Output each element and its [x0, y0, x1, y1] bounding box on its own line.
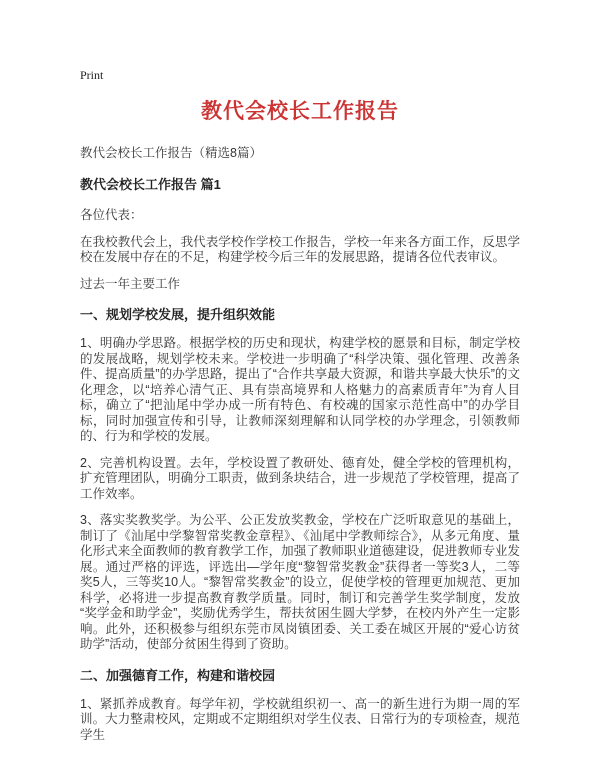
section-heading-2: 二、加强德育工作，构建和谐校园 — [80, 667, 276, 683]
paragraph-4: 1、紧抓养成教育。每学年初，学校就组织初一、高一的新生进行为期一周的军训。大力整肃校风，定期或不定期组织对学生仪表、日常行为的专项检查，规范学生 — [80, 696, 520, 742]
doc-subtitle: 教代会校长工作报告（精选8篇） — [80, 146, 262, 160]
paragraph-1: 1、明确办学思路。根据学校的历史和现状，构建学校的愿景和目标，制定学校的发展战略，规划学校未来。学校进一步明确了“科学决策、强化管理、改善条件、提高质量”的办学思路，提出了“合作共享最大资源，和谐共享最大快乐”的文化理念，以“培养心清气正、具有崇高境界和人格魅力的高素质青年”为育人目标，确立了“把汕尾中学办成一所有特色、有校魂的国家示范性高中”的办学目标，同时加强宣传和引导，让教师深刻理解和认同学校的办学理念，引领教师的、行为和学校的发展。 — [80, 336, 520, 443]
article-heading: 教代会校长工作报告 篇1 — [80, 177, 221, 192]
intro-paragraph: 在我校教代会上，我代表学校作学校工作报告，学校一年来各方面工作，反思学校在发展中存在的不足，构建学校今后三年的发展思路，提请各位代表审议。 — [80, 234, 520, 264]
page-title: 教代会校长工作报告 — [201, 100, 399, 123]
paragraph-2: 2、完善机构设置。去年，学校设置了教研处、德育处，健全学校的管理机构，扩充管理团队，明确分工职责，做到条块结合，进一步规范了学校管理，提高了工作效率。 — [80, 455, 520, 501]
salutation: 各位代表： — [80, 208, 143, 222]
paragraph-3: 3、落实奖教奖学。为公平、公正发放奖教金，学校在广泛听取意见的基础上，制订了《汕尾中学黎智常奖教金章程》、《汕尾中学教师综合》，从多元角度、量化形式来全面教师的教育教学工作，加强了教师职业道德建设，促进教师专业发展。通过严格的评选，评选出—学年度“黎智常奖教金”获得者一等奖3人，二等奖5人，三等奖10人。“黎智常奖教金”的设立，促使学校的管理更加规范、更加科学，必将进一步提高教育教学质量。同时，制订和完善学生奖学制度，发放“奖学金和助学金”，奖励优秀学生，帮扶贫困生圆大学梦，在校内外产生一定影响。此外，还积极参与组织东莞市凤岗镇团委、关工委在城区开展的“爱心访贫助学”活动，使部分贫困生得到了资助。 — [80, 513, 520, 651]
section-label: 过去一年主要工作 — [80, 276, 181, 291]
print-button[interactable]: Print — [80, 68, 104, 82]
section-heading-1: 一、规划学校发展，提升组织效能 — [80, 307, 276, 322]
